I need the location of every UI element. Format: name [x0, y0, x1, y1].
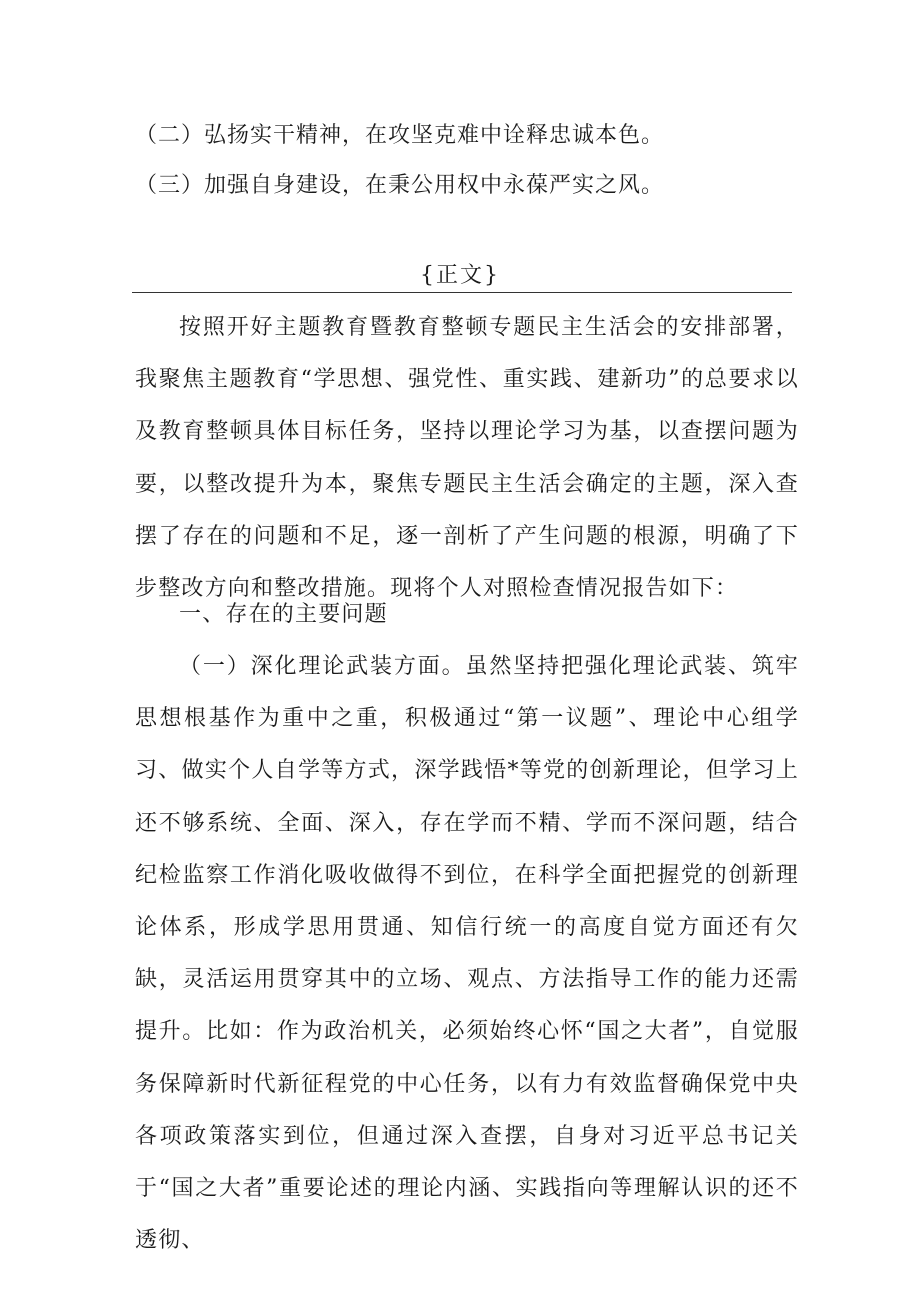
- section-divider: [132, 292, 792, 293]
- paragraph-theory-arming: （一）深化理论武装方面。虽然坚持把强化理论武装、筑牢思想根基作为重中之重，积极通过“第一议题”、理论中心组学习、做实个人自学等方式，深学践悟*等党的创新理论，但学习上还不够系统、全面、深入，存在学而不精、学而不深问题，结合纪检监察工作消化吸收做得不到位，在科学全面把握党的创新理论体系，形成学思用贯通、知信行统一的高度自觉方面还有欠缺，灵活运用贯穿其中的立场、观点、方法指导工作的能力还需提升。比如：作为政治机关，必须始终心怀“国之大者”，自觉服务保障新时代新征程党的中心任务，以有力有效监督确保党中央各项政策落实到位，但通过深入查摆，自身对习近平总书记关于“国之大者”重要论述的理论内涵、实践指向等理解认识的还不透彻、: [135, 654, 799, 1254]
- outline-item-3: （三）加强自身建设，在秉公用权中永葆严实之风。: [135, 173, 665, 198]
- outline-item-2: （二）弘扬实干精神，在攻坚克难中诠释忠诚本色。: [135, 123, 665, 148]
- body-section-1: [135, 641, 799, 1267]
- body-intro: [135, 302, 799, 615]
- body-heading: [135, 589, 799, 641]
- intro-paragraph: 按照开好主题教育暨教育整顿专题民主生活会的安排部署，我聚焦主题教育“学思想、强党性、重实践、建新功”的总要求以及教育整顿具体目标任务，坚持以理论学习为基，以查摆问题为要，以整改提升为本，聚焦专题民主生活会确定的主题，深入查摆了存在的问题和不足，逐一剖析了产生问题的根源，明确了下步整改方向和整改措施。现将个人对照检查情况报告如下：: [135, 315, 799, 602]
- heading-main-problems: 一、存在的主要问题: [179, 602, 388, 627]
- section-title: {正文}: [420, 263, 500, 288]
